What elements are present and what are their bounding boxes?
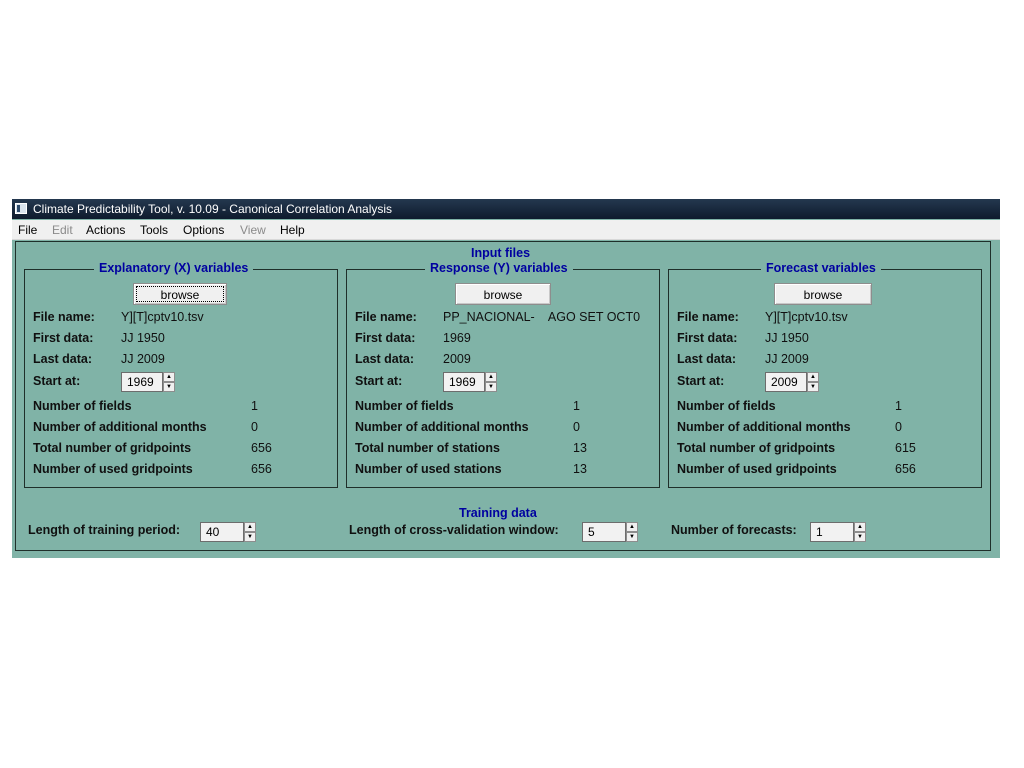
x-total-value: 656	[251, 441, 272, 455]
x-browse-button[interactable]: browse	[133, 283, 227, 305]
y-first-data-label: First data:	[355, 331, 416, 345]
cross-validation-down-arrow-icon[interactable]: ▼	[626, 532, 638, 542]
x-used-value: 656	[251, 462, 272, 476]
x-last-data-label: Last data:	[33, 352, 93, 366]
cpt-window	[12, 199, 1000, 558]
y-fields-label: Number of fields	[355, 399, 454, 413]
x-start-at-label: Start at:	[33, 374, 81, 388]
y-additional-months-value: 0	[573, 420, 580, 434]
y-last-data-label: Last data:	[355, 352, 415, 366]
x-fields-label: Number of fields	[33, 399, 132, 413]
explanatory-variables-group	[24, 261, 338, 488]
cross-validation-label: Length of cross-validation window:	[349, 523, 559, 537]
forecast-variables-group	[668, 261, 982, 488]
forecast-first-data-label: First data:	[677, 331, 738, 345]
response-variables-legend: Response (Y) variables	[425, 261, 573, 275]
y-used-value: 13	[573, 462, 587, 476]
x-start-at-input[interactable]: 1969	[121, 372, 163, 392]
forecast-last-data-value: JJ 2009	[765, 352, 809, 366]
y-browse-button[interactable]: browse	[455, 283, 551, 305]
number-of-forecasts-up-arrow-icon[interactable]: ▲	[854, 522, 866, 532]
training-length-input[interactable]: 40	[200, 522, 244, 542]
x-last-data-value: JJ 2009	[121, 352, 165, 366]
menu-actions[interactable]: Actions	[86, 223, 126, 237]
forecast-file-name-value: Y][T]cptv10.tsv	[765, 310, 848, 324]
menu-help[interactable]: Help	[280, 223, 305, 237]
y-file-name-value: PP_NACIONAL- AGO SET OCT0	[443, 310, 641, 324]
y-additional-months-label: Number of additional months	[355, 420, 529, 434]
x-additional-months-value: 0	[251, 420, 258, 434]
x-file-name-label: File name:	[33, 310, 95, 324]
forecast-variables-legend: Forecast variables	[761, 261, 881, 275]
forecast-fields-label: Number of fields	[677, 399, 776, 413]
menu-options[interactable]: Options	[183, 223, 225, 237]
forecast-total-label: Total number of gridpoints	[677, 441, 836, 455]
menu-tools[interactable]: Tools	[140, 223, 169, 237]
y-start-at-label: Start at:	[355, 374, 403, 388]
forecast-total-value: 615	[895, 441, 916, 455]
forecast-last-data-label: Last data:	[677, 352, 737, 366]
x-fields-value: 1	[251, 399, 258, 413]
forecast-additional-months-value: 0	[895, 420, 902, 434]
menu-view[interactable]: View	[240, 223, 266, 237]
forecast-first-data-value: JJ 1950	[765, 331, 809, 345]
y-total-value: 13	[573, 441, 587, 455]
x-file-name-value: Y][T]cptv10.tsv	[121, 310, 204, 324]
y-start-at-input[interactable]: 1969	[443, 372, 485, 392]
y-start-at-up-arrow-icon[interactable]: ▲	[485, 372, 497, 382]
title-bar[interactable]	[12, 199, 1000, 219]
forecast-start-at-down-arrow-icon[interactable]: ▼	[807, 382, 819, 392]
x-total-label: Total number of gridpoints	[33, 441, 192, 455]
input-files-frame	[15, 241, 991, 551]
forecast-used-value: 656	[895, 462, 916, 476]
cross-validation-up-arrow-icon[interactable]: ▲	[626, 522, 638, 532]
y-file-name-label: File name:	[355, 310, 417, 324]
x-start-at-up-arrow-icon[interactable]: ▲	[163, 372, 175, 382]
training-length-up-arrow-icon[interactable]: ▲	[244, 522, 256, 532]
training-length-label: Length of training period:	[28, 523, 181, 537]
input-files-title: Input files	[471, 246, 531, 260]
forecast-start-at-label: Start at:	[677, 374, 725, 388]
number-of-forecasts-label: Number of forecasts:	[671, 523, 797, 537]
app-window-icon[interactable]	[15, 203, 27, 214]
explanatory-variables-legend: Explanatory (X) variables	[94, 261, 253, 275]
menu-edit[interactable]: Edit	[52, 223, 73, 237]
cross-validation-input[interactable]: 5	[582, 522, 626, 542]
forecast-fields-value: 1	[895, 399, 902, 413]
number-of-forecasts-input[interactable]: 1	[810, 522, 854, 542]
y-used-label: Number of used stations	[355, 462, 502, 476]
menu-file[interactable]: File	[18, 223, 38, 237]
window-title: Climate Predictability Tool, v. 10.09 - Canonical Correlation Analysis	[33, 202, 393, 216]
training-length-down-arrow-icon[interactable]: ▼	[244, 532, 256, 542]
x-used-label: Number of used gridpoints	[33, 462, 193, 476]
x-additional-months-label: Number of additional months	[33, 420, 207, 434]
x-start-at-down-arrow-icon[interactable]: ▼	[163, 382, 175, 392]
forecast-start-at-up-arrow-icon[interactable]: ▲	[807, 372, 819, 382]
forecast-start-at-input[interactable]: 2009	[765, 372, 807, 392]
training-data-title: Training data	[459, 506, 537, 520]
x-first-data-value: JJ 1950	[121, 331, 165, 345]
number-of-forecasts-down-arrow-icon[interactable]: ▼	[854, 532, 866, 542]
forecast-additional-months-label: Number of additional months	[677, 420, 851, 434]
y-fields-value: 1	[573, 399, 580, 413]
forecast-browse-button[interactable]: browse	[774, 283, 872, 305]
response-variables-group	[346, 261, 660, 488]
forecast-file-name-label: File name:	[677, 310, 739, 324]
y-first-data-value: 1969	[443, 331, 471, 345]
y-total-label: Total number of stations	[355, 441, 500, 455]
y-start-at-down-arrow-icon[interactable]: ▼	[485, 382, 497, 392]
menu-bar	[12, 220, 1000, 240]
x-first-data-label: First data:	[33, 331, 94, 345]
y-last-data-value: 2009	[443, 352, 471, 366]
forecast-used-label: Number of used gridpoints	[677, 462, 837, 476]
